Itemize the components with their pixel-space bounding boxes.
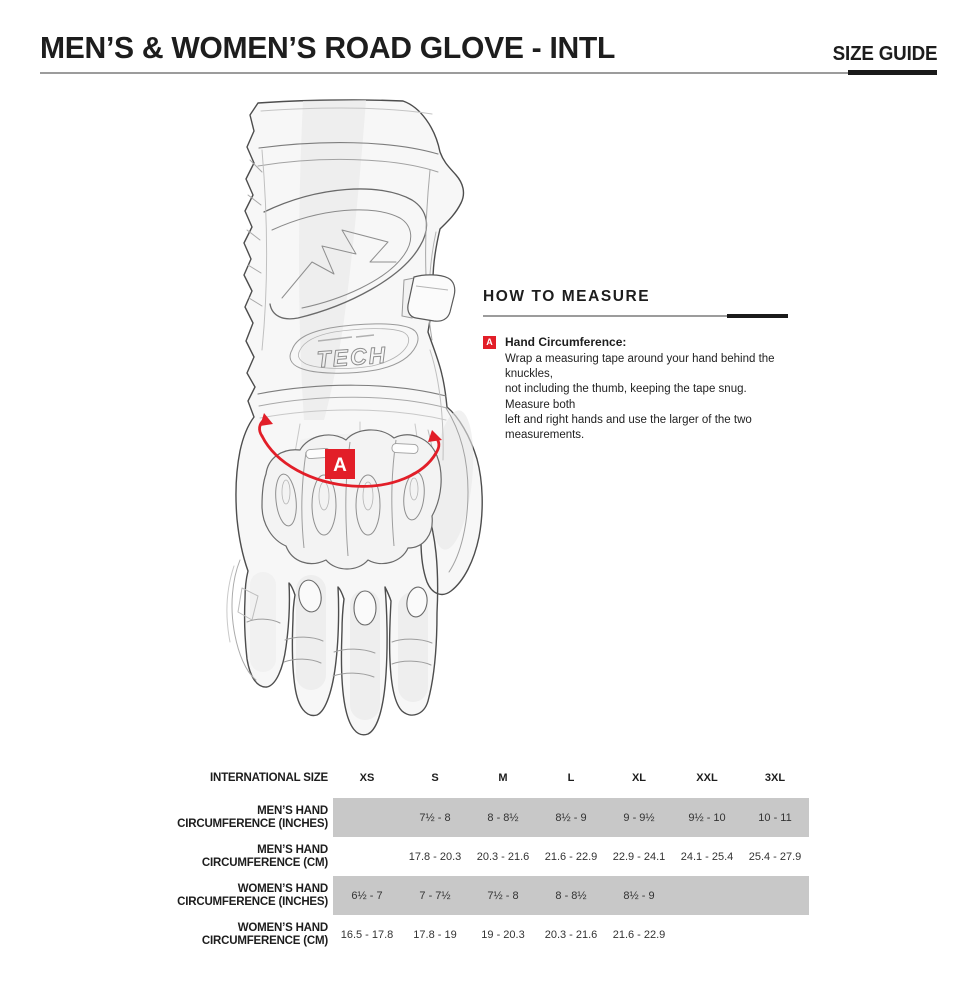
row-label-line: CIRCUMFERENCE (INCHES) (177, 895, 328, 908)
column-header: XL (631, 772, 647, 784)
how-to-measure-heading: HOW TO MEASURE (483, 288, 651, 305)
row-label-line: CIRCUMFERENCE (INCHES) (177, 817, 328, 830)
table-cell: 7½ - 8 (487, 889, 519, 902)
header-rule (40, 72, 937, 74)
measure-text-line: left and right hands and use the larger of the two measurements. (505, 413, 752, 442)
table-cell: 9 - 9½ (623, 811, 655, 824)
size-guide-label: SIZE GUIDE (832, 43, 937, 65)
row-label (132, 922, 328, 948)
table-cell: 16.5 - 17.8 (340, 928, 394, 941)
table-cell: 20.3 - 21.6 (544, 928, 598, 941)
table-cell: 7½ - 8 (419, 811, 451, 824)
table-cell: 20.3 - 21.6 (476, 850, 530, 863)
table-row (132, 915, 814, 954)
table-header-row (132, 765, 814, 791)
measure-text-line: not including the thumb, keeping the tape snug. Measure both (505, 383, 747, 411)
table-cell: 22.9 - 24.1 (612, 850, 666, 863)
row-label-line: WOMEN’S HAND (237, 921, 328, 934)
marker-a-letter: A (333, 455, 347, 476)
table-row (132, 798, 814, 837)
table-cell: 24.1 - 25.4 (680, 850, 734, 863)
column-header: XXL (696, 772, 718, 784)
marker-a-badge (325, 449, 355, 479)
how-to-measure-section (483, 288, 788, 443)
measure-item-title: Hand Circumference: (505, 335, 627, 349)
table-cell: 9½ - 10 (688, 811, 726, 824)
rule-accent (727, 314, 788, 318)
measure-item (483, 335, 788, 443)
row-label (132, 805, 328, 831)
column-header: 3XL (764, 772, 786, 784)
glove-illustration (225, 85, 505, 775)
row-label-line: WOMEN’S HAND (237, 882, 328, 895)
column-header: S (431, 772, 439, 784)
table-cell: 8 - 8½ (555, 889, 587, 902)
table-cell: 7 - 7½ (419, 889, 451, 902)
measure-text-line: Wrap a measuring tape around your hand behind the knuckles, (505, 353, 775, 381)
row-label-line: MEN’S HAND (257, 843, 328, 856)
table-header-label: INTERNATIONAL SIZE (209, 771, 328, 784)
row-label (132, 844, 328, 870)
table-row (132, 876, 814, 915)
row-label (132, 883, 328, 909)
column-header: M (498, 772, 508, 784)
measure-marker-a: A (483, 336, 496, 349)
measure-item-text (505, 352, 788, 443)
table-cell: 8½ - 9 (623, 889, 655, 902)
size-table (132, 765, 814, 954)
how-to-measure-rule (483, 314, 788, 318)
column-header: L (567, 772, 575, 784)
table-cell: 21.6 - 22.9 (544, 850, 598, 863)
table-row (132, 837, 814, 876)
table-cell: 19 - 20.3 (481, 928, 525, 941)
table-cell: 21.6 - 22.9 (612, 928, 666, 941)
table-cell: 10 - 11 (758, 811, 792, 824)
page-title: MEN’S & WOMEN’S ROAD GLOVE - INTL (40, 30, 616, 65)
table-cell: 17.8 - 20.3 (408, 850, 462, 863)
row-label-line: CIRCUMFERENCE (CM) (201, 934, 328, 947)
table-cell: 25.4 - 27.9 (748, 850, 802, 863)
table-cell: 17.8 - 19 (413, 928, 457, 941)
table-cell: 6½ - 7 (351, 889, 383, 902)
tech-logo-text: TECH (315, 341, 389, 373)
row-label-line: CIRCUMFERENCE (CM) (201, 856, 328, 869)
row-label-line: MEN’S HAND (257, 804, 328, 817)
header-rule-accent (848, 70, 937, 75)
table-cell: 8 - 8½ (487, 811, 519, 824)
table-cell: 8½ - 9 (555, 811, 587, 824)
wrist-strap-tab (402, 275, 455, 321)
column-header: XS (359, 772, 375, 784)
